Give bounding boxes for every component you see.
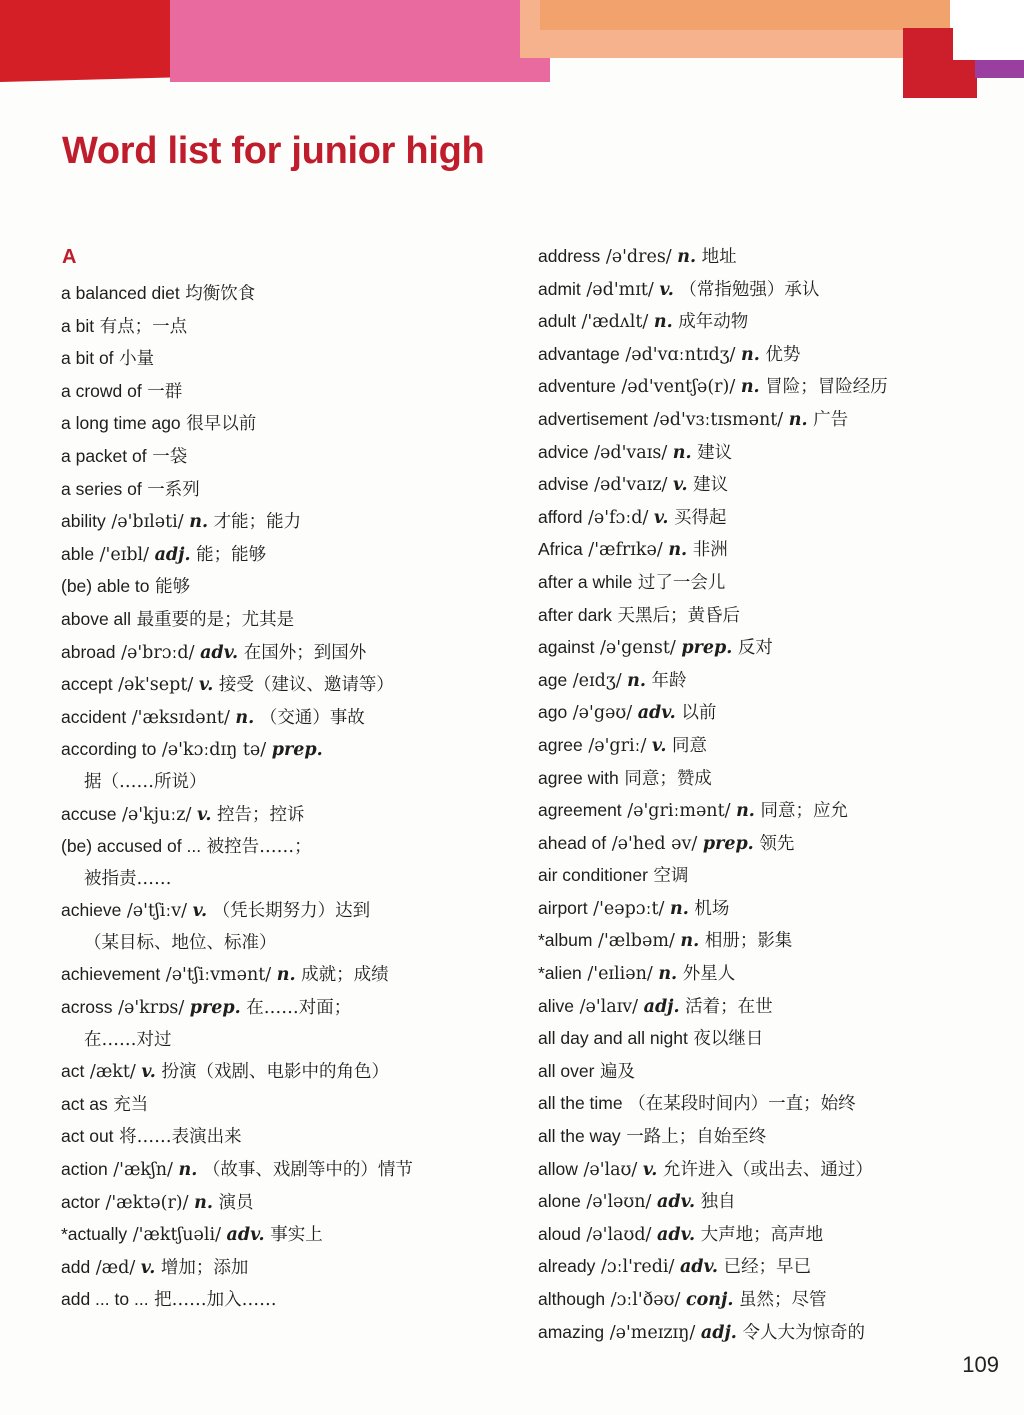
word-phonetic: /ə'tʃiːv/ [121, 901, 193, 922]
word-meaning: 成就；成绩 [295, 965, 389, 986]
word-phonetic: /ə'laʊd/ [580, 1224, 657, 1245]
word-part-of-speech: n. [627, 670, 646, 691]
word-headword: accuse [61, 803, 117, 824]
word-meaning: 买得起 [668, 507, 727, 528]
word-phonetic: /ə'fɔːd/ [582, 507, 654, 528]
word-part-of-speech: n. [677, 247, 697, 267]
word-meaning: （常指勉强）承认 [673, 279, 820, 300]
word-meaning: （交通）事故 [254, 707, 365, 728]
word-headword: all the time [538, 1093, 623, 1114]
word-part-of-speech: n. [658, 964, 678, 985]
word-headword: actor [61, 1191, 100, 1212]
word-headword: achieve [61, 900, 122, 921]
word-meaning: （凭长期努力）达到 [207, 901, 371, 922]
word-meaning: 反对 [732, 638, 773, 659]
word-part-of-speech: n. [194, 1192, 213, 1213]
word-meaning: 在……对面； [240, 998, 352, 1019]
word-headword: a long time ago [61, 413, 181, 434]
word-meaning: 允许进入（或出去、通过） [657, 1159, 873, 1180]
word-headword: although [538, 1289, 606, 1309]
word-entry [538, 1284, 1008, 1317]
word-phonetic: /əd'ventʃə(r)/ [615, 377, 741, 398]
word-headword: airport [538, 897, 588, 918]
word-entry [538, 828, 1008, 861]
word-meaning: 相册；影集 [699, 931, 793, 952]
word-meaning: 机场 [688, 898, 730, 919]
word-headword: ability [61, 511, 106, 532]
word-meaning: 优势 [759, 344, 801, 365]
word-entry [61, 799, 501, 832]
word-headword: a balanced diet [61, 283, 180, 303]
word-entry [61, 1219, 501, 1252]
word-entry [61, 1187, 501, 1220]
word-phonetic: /'æktʃuəli/ [127, 1225, 227, 1246]
word-meaning: 被控告……； [201, 837, 312, 858]
word-headword: ahead of [538, 832, 607, 853]
word-meaning: 充当 [107, 1094, 149, 1115]
word-entry [538, 567, 1008, 600]
word-meaning: 演员 [212, 1192, 254, 1213]
word-headword: age [538, 669, 568, 690]
word-entry [61, 992, 501, 1056]
word-meaning: 同意；应允 [754, 801, 848, 822]
word-entry [61, 1121, 501, 1154]
word-headword: after a while [538, 571, 633, 592]
word-phonetic: /ə'griːmənt/ [621, 801, 737, 822]
word-entry [538, 469, 1008, 502]
word-entry [538, 404, 1008, 437]
word-phonetic: /'æktə(r)/ [99, 1192, 195, 1213]
word-meaning: 一群 [141, 381, 183, 402]
word-list-right [538, 241, 1008, 1349]
word-headword: act out [61, 1126, 114, 1147]
word-entry [61, 571, 501, 604]
word-phonetic: /ə'hed əv/ [606, 833, 703, 854]
word-entry [61, 1284, 501, 1317]
word-entry [538, 632, 1008, 665]
word-part-of-speech: adv. [657, 1224, 696, 1245]
header-band-pink [170, 0, 550, 82]
word-headword: adult [538, 311, 576, 332]
word-headword: all the way [538, 1126, 621, 1147]
word-entry [538, 1154, 1008, 1187]
word-phonetic: /æd/ [90, 1257, 141, 1278]
word-entry [61, 1154, 501, 1187]
word-headword: accept [61, 674, 113, 695]
word-entry [61, 637, 501, 670]
word-part-of-speech: v. [141, 1062, 156, 1083]
word-part-of-speech: v. [198, 675, 214, 696]
word-entry [538, 371, 1008, 404]
word-entry [61, 959, 501, 992]
word-headword: after dark [538, 604, 612, 625]
word-meaning-continued: 被指责…… [84, 868, 172, 889]
word-headword: admit [538, 278, 581, 299]
word-headword: across [61, 997, 113, 1018]
word-headword: a series of [61, 478, 142, 499]
word-meaning-continued: （某目标、地位、标准） [84, 932, 277, 953]
word-entry [538, 1023, 1008, 1056]
word-entry [538, 437, 1008, 470]
word-phonetic: /ə'laʊ/ [577, 1159, 643, 1180]
word-entry [61, 734, 501, 798]
word-part-of-speech: n. [653, 312, 673, 333]
word-part-of-speech: v. [196, 804, 212, 825]
word-meaning: 天黑后；黄昏后 [611, 605, 740, 626]
word-meaning: 夜以继日 [687, 1029, 764, 1050]
word-phonetic: /ə'tʃiːvmənt/ [160, 965, 277, 986]
header-band-red [0, 0, 190, 82]
word-phonetic: /ə'brɔːd/ [115, 642, 201, 663]
word-entry [61, 506, 501, 539]
word-part-of-speech: v. [192, 901, 208, 922]
word-phonetic: /əd'vaɪz/ [588, 475, 674, 496]
word-part-of-speech: n. [740, 377, 760, 398]
word-entry [538, 1251, 1008, 1284]
word-entry [61, 1056, 501, 1089]
word-meaning: 事实上 [264, 1225, 323, 1246]
word-headword: achievement [61, 964, 161, 985]
word-meaning: 冒险；冒险经历 [759, 377, 888, 398]
word-part-of-speech: n. [741, 344, 760, 365]
word-meaning: 非洲 [687, 540, 728, 561]
word-headword: agreement [538, 800, 622, 821]
word-part-of-speech: n. [235, 707, 255, 728]
word-headword: all over [538, 1060, 595, 1081]
word-headword: advice [538, 441, 589, 462]
word-meaning: 才能；能力 [208, 512, 302, 533]
word-entry [61, 702, 501, 735]
word-entry [61, 408, 501, 441]
word-headword: advise [538, 474, 589, 495]
word-meaning: （在某段时间内）一直；始终 [622, 1094, 856, 1115]
word-meaning: 接受（建议、邀请等） [213, 675, 394, 696]
word-entry [61, 1252, 501, 1285]
word-meaning: （故事、戏剧等中的）情节 [197, 1160, 413, 1181]
word-phonetic: /ə'griː/ [582, 735, 652, 756]
word-phonetic: /'eɪliən/ [581, 964, 659, 985]
word-entry [538, 1219, 1008, 1252]
word-headword: *actually [61, 1224, 128, 1245]
word-headword: against [538, 637, 595, 658]
word-headword: amazing [538, 1321, 605, 1342]
header-band-orange [540, 0, 950, 30]
word-meaning: 外星人 [677, 964, 736, 985]
word-phonetic: /ə'ləʊn/ [580, 1192, 657, 1213]
word-headword: add [61, 1256, 91, 1277]
word-part-of-speech: v. [642, 1159, 658, 1180]
word-part-of-speech: v. [659, 279, 674, 300]
word-headword: able [61, 543, 95, 564]
word-meaning: 独自 [695, 1192, 736, 1213]
word-meaning: 增加；添加 [155, 1257, 249, 1278]
header-band-white-corner [953, 0, 1024, 60]
word-part-of-speech: prep. [271, 740, 323, 761]
word-phonetic: /'æfrɪkə/ [582, 540, 669, 561]
word-headword: a packet of [61, 445, 147, 466]
word-entry [538, 860, 1008, 893]
word-phonetic: /ək'sept/ [112, 675, 199, 696]
word-meaning: 过了一会儿 [632, 572, 726, 593]
word-entry [61, 604, 501, 637]
word-meaning: 年龄 [645, 670, 687, 691]
word-meaning: 把……加入…… [148, 1290, 277, 1311]
word-part-of-speech: n. [276, 965, 296, 986]
word-meaning: 有点；一点 [94, 316, 188, 337]
word-headword: air conditioner [538, 865, 648, 886]
word-headword: action [61, 1159, 108, 1180]
word-entry [538, 665, 1008, 698]
word-part-of-speech: v. [653, 507, 669, 528]
word-meaning: 大声地；高声地 [695, 1224, 824, 1245]
word-meaning: 一袋 [146, 446, 188, 467]
word-meaning: 建议 [687, 475, 729, 496]
word-meaning: 控告；控诉 [211, 804, 305, 825]
word-meaning: 能；能够 [190, 544, 267, 565]
word-phonetic: /əd'mɪt/ [580, 279, 660, 300]
word-phonetic: /əd'vaɪs/ [588, 442, 673, 463]
word-headword: abroad [61, 641, 116, 662]
word-meaning: 同意 [666, 735, 708, 756]
word-headword: all day and all night [538, 1028, 688, 1049]
word-part-of-speech: adj. [154, 544, 191, 565]
word-phonetic: /əd'vɑːntɪdʒ/ [619, 344, 742, 365]
word-headword: already [538, 1256, 596, 1277]
word-phonetic: /ɔːl'ðəʊ/ [605, 1290, 686, 1310]
word-meaning: 广告 [807, 409, 849, 430]
word-entry [538, 893, 1008, 926]
word-headword: add ... to ... [61, 1289, 149, 1310]
word-headword: act as [61, 1093, 108, 1114]
word-meaning: 很早以前 [180, 414, 257, 435]
word-meaning: 小量 [113, 349, 155, 370]
word-meaning: 以前 [675, 703, 717, 724]
word-entry [538, 241, 1008, 274]
word-meaning: 已经；早已 [718, 1257, 812, 1278]
word-meaning-continued: 在……对过 [84, 1029, 172, 1050]
word-phonetic: /ə'kjuːz/ [116, 804, 197, 825]
word-entry [538, 1056, 1008, 1089]
word-entry [538, 991, 1008, 1024]
word-part-of-speech: prep. [702, 833, 754, 854]
word-headword: advantage [538, 343, 620, 364]
word-entry [61, 343, 501, 376]
word-meaning: 成年动物 [672, 312, 749, 333]
word-headword: aloud [538, 1223, 581, 1244]
word-headword: address [538, 246, 601, 266]
word-headword: according to [61, 739, 157, 760]
word-part-of-speech: n. [189, 512, 209, 533]
word-part-of-speech: v. [673, 475, 688, 496]
word-entry [538, 958, 1008, 991]
word-phonetic: /ə'bɪləti/ [105, 512, 190, 533]
word-entry [538, 534, 1008, 567]
word-meaning: 在国外；到国外 [238, 642, 367, 663]
word-part-of-speech: n. [668, 540, 688, 561]
word-phonetic: /'eɪbl/ [94, 544, 155, 565]
word-headword: accident [61, 706, 127, 727]
word-headword: *alien [538, 963, 582, 984]
word-part-of-speech: adj. [643, 996, 680, 1017]
word-entry [61, 278, 501, 311]
header-band-purple [975, 58, 1024, 78]
word-headword: a bit of [61, 348, 114, 369]
word-headword: a bit [61, 315, 95, 336]
word-headword: alone [538, 1191, 581, 1212]
word-entry [61, 669, 501, 702]
word-part-of-speech: n. [680, 931, 700, 952]
word-entry [61, 1089, 501, 1122]
word-part-of-speech: adj. [700, 1322, 737, 1343]
word-headword: agree [538, 734, 583, 755]
word-part-of-speech: adv. [679, 1257, 719, 1278]
word-phonetic: /ə'genst/ [594, 638, 682, 659]
word-headword: (be) accused of ... [61, 836, 202, 857]
word-meaning: 建议 [691, 442, 733, 463]
word-meaning-continued: 据（……所说） [84, 771, 207, 792]
word-entry [538, 763, 1008, 796]
word-phonetic: /'ælbəm/ [592, 931, 681, 952]
word-headword: afford [538, 506, 583, 527]
word-phonetic: /'ækʃn/ [107, 1160, 179, 1181]
word-entry [61, 539, 501, 572]
word-phonetic: /'ædʌlt/ [575, 312, 654, 333]
word-part-of-speech: adv. [657, 1192, 696, 1213]
word-meaning: 扮演（戏剧、电影中的角色） [155, 1062, 389, 1083]
word-phonetic: /ə'krɒs/ [112, 998, 190, 1019]
word-entry [538, 306, 1008, 339]
word-list-left-column [61, 278, 501, 1317]
word-entry [61, 311, 501, 344]
word-phonetic: /'æksɪdənt/ [126, 707, 236, 728]
word-entry [538, 697, 1008, 730]
word-part-of-speech: adv. [200, 642, 239, 663]
word-entry [538, 1088, 1008, 1121]
word-headword: advertisement [538, 408, 648, 429]
word-meaning: 领先 [753, 833, 795, 854]
word-phonetic: /eɪdʒ/ [567, 670, 628, 691]
word-phonetic: /ə'meɪzɪŋ/ [604, 1322, 701, 1343]
word-list-right-column [538, 241, 1008, 1349]
word-part-of-speech: n. [178, 1160, 198, 1181]
word-part-of-speech: v. [140, 1257, 156, 1278]
word-part-of-speech: v. [651, 735, 667, 756]
word-meaning: 一路上；自始至终 [620, 1127, 767, 1148]
word-headword: *album [538, 930, 593, 951]
word-phonetic: /əd'vɜːtɪsmənt/ [647, 409, 789, 430]
page-title: Word list for junior high [62, 130, 485, 172]
section-letter: A [62, 246, 77, 268]
word-entry [61, 474, 501, 507]
word-meaning: 空调 [647, 866, 689, 887]
word-entry [538, 274, 1008, 307]
word-meaning: 活着；在世 [679, 996, 773, 1017]
word-meaning: 地址 [696, 247, 737, 267]
word-entry [538, 925, 1008, 958]
word-part-of-speech: prep. [189, 998, 241, 1019]
word-phonetic: /ækt/ [84, 1062, 142, 1083]
word-entry [538, 502, 1008, 535]
word-entry [538, 1186, 1008, 1219]
word-entry [61, 895, 501, 959]
word-part-of-speech: n. [736, 801, 755, 822]
word-phonetic: /ə'kɔːdɪŋ tə/ [156, 740, 272, 761]
word-phonetic: /ə'dres/ [600, 247, 678, 267]
word-phonetic: /ɔːl'redi/ [595, 1257, 680, 1278]
word-phonetic: /ə'gəʊ/ [567, 703, 638, 724]
word-headword: allow [538, 1158, 578, 1179]
word-entry [61, 831, 501, 895]
word-part-of-speech: adv. [226, 1225, 265, 1246]
word-headword: a crowd of [61, 380, 142, 401]
word-part-of-speech: n. [669, 898, 689, 919]
word-headword: (be) able to [61, 576, 150, 597]
word-meaning: 虽然；尽管 [733, 1290, 827, 1310]
word-meaning: 一系列 [141, 479, 200, 500]
word-entry [538, 339, 1008, 372]
word-part-of-speech: conj. [685, 1290, 734, 1310]
word-meaning: 最重要的是；尤其是 [131, 609, 295, 630]
page-number: 109 [962, 1352, 999, 1377]
word-headword: Africa [538, 539, 583, 560]
word-part-of-speech: n. [788, 409, 808, 430]
word-part-of-speech: prep. [681, 638, 733, 659]
word-list-left [61, 278, 501, 1317]
word-headword: agree with [538, 767, 619, 788]
word-part-of-speech: adv. [637, 703, 676, 724]
word-entry [538, 730, 1008, 763]
word-meaning: 将……表演出来 [113, 1127, 242, 1148]
word-headword: ago [538, 702, 568, 723]
word-headword: act [61, 1061, 85, 1082]
word-entry [61, 441, 501, 474]
word-part-of-speech: n. [672, 442, 692, 463]
word-entry [538, 1317, 1008, 1350]
word-entry [538, 600, 1008, 633]
word-meaning: 同意；赞成 [618, 768, 712, 789]
word-headword: adventure [538, 376, 616, 397]
word-entry [61, 376, 501, 409]
word-meaning: 能够 [149, 577, 191, 598]
word-meaning: 令人大为惊奇的 [736, 1322, 865, 1343]
word-meaning: 均衡饮食 [179, 284, 256, 304]
word-headword: alive [538, 995, 574, 1016]
word-entry [538, 795, 1008, 828]
word-meaning: 遍及 [594, 1061, 635, 1082]
word-entry [538, 1121, 1008, 1154]
word-phonetic: /ə'laɪv/ [574, 996, 644, 1017]
word-phonetic: /'eəpɔːt/ [587, 898, 670, 919]
word-headword: above all [61, 608, 132, 629]
